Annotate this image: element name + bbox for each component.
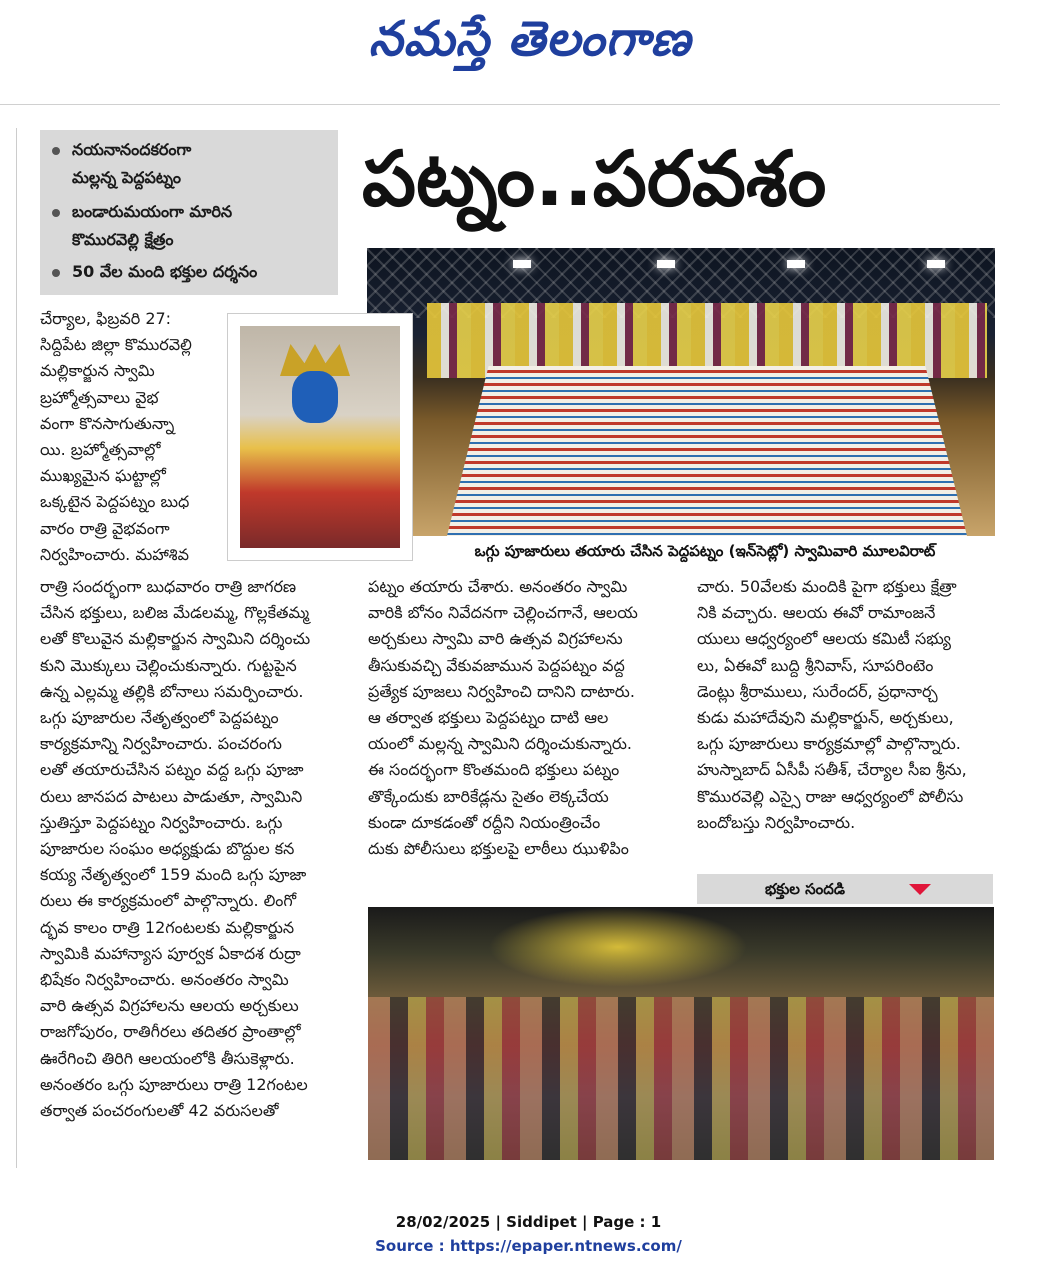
article-line: ముఖ్యమైన ఘట్టాల్లో	[40, 466, 166, 486]
article-line: కొమురవెల్లి ఎస్సై రాజు ఆధ్వర్యంలో పోలీసు	[697, 786, 964, 806]
footer-date-page: 28/02/2025 | Siddipet | Page : 1	[395, 1213, 662, 1231]
article-line: యి. బ్రహ్మోత్సవాల్లో	[40, 440, 161, 460]
article-line: యంలో మల్లన్న స్వామిని దర్శించుకున్నారు.	[368, 734, 632, 754]
article-line: రులు జానపద పాటలు పాడుతూ, స్వామిని	[40, 786, 303, 806]
article-line: కుండా దూకడంతో రద్దీని నియంత్రించేం	[368, 812, 601, 832]
article-line: నికి వచ్చారు. ఆలయ ఈవో రామాంజనే	[697, 603, 936, 623]
article-line: డెంట్లు శ్రీరాములు, సురేందర్, ప్రధానార్చ	[697, 681, 938, 701]
article-line: పూజారుల సంఘం అధ్యక్షుడు బొద్దుల కన	[40, 839, 295, 859]
newspaper-logo: నమస్తే తెలంగాణ	[368, 11, 692, 67]
bullet-icon	[52, 209, 60, 217]
article-line: లతో కొలువైన మల్లికార్జున స్వామిని దర్శించు	[40, 629, 311, 649]
column-rule	[16, 128, 17, 1168]
article-line: యులు ఆధ్వర్యంలో ఆలయ కమిటీ సభ్యు	[697, 629, 951, 649]
article-line: ఒగ్గు పూజారుల నేతృత్వంలో పెద్దపట్నం	[40, 708, 279, 728]
article-line: భిషేకం నిర్వహించారు. అనంతరం స్వామి	[40, 970, 289, 990]
article-line: తర్వాత పంచరంగులతో 42 వరుసలతో	[40, 1101, 279, 1121]
article-line: తీసుకువచ్చి వేకువజామున పెద్దపట్నం వద్ద	[368, 655, 625, 675]
bullet-icon	[52, 269, 60, 277]
article-line: ఈ సందర్భంగా కొంతమంది భక్తులు పట్నం	[368, 760, 620, 780]
article-line: ఉన్న ఎల్లమ్మ తల్లికి బోనాలు సమర్పించారు.	[40, 681, 304, 701]
article-line: రాజగోపురం, రాతిగీరలు తదితర ప్రాంతాల్లో	[40, 1022, 301, 1042]
article-line: రులు ఈ కార్యక్రమంలో పాల్గొన్నారు. లింగో	[40, 891, 297, 911]
article-column-1-top	[40, 306, 212, 568]
footer-source: Source : https://epaper.ntnews.com/	[375, 1237, 682, 1255]
article-column-3	[697, 574, 997, 836]
highlight-item: నయనానందకరంగా మల్లన్న పెద్దపట్నం	[52, 136, 191, 192]
article-line: వారం రాత్రి వైభవంగా	[40, 518, 170, 538]
article-line: వంగా కొనసాగుతున్నా	[40, 413, 175, 433]
article-line: ఒగ్గు పూజారులు కార్యక్రమాల్లో పాల్గొన్నారు.	[697, 734, 961, 754]
article-line: నిర్వహించారు. మహాశివ	[40, 544, 189, 564]
article-line: చేర్యాల, ఫిబ్రవరి 27:	[40, 309, 172, 328]
article-line: హుస్నాబాద్ ఏసీపీ సతీశ్, చేర్యాల సీఐ శ్రీను,	[697, 760, 967, 780]
article-line: రాత్రి సందర్భంగా బుధవారం రాత్రి జాగరణ	[40, 577, 297, 596]
article-line: దుకు పోలీసులు భక్తులపై లాఠీలు ఝుళిపిం	[368, 839, 629, 859]
article-line: ద్భవ కాలం రాత్రి 12గంటలకు మల్లికార్జున	[40, 917, 295, 937]
article-line: ఊరేగించి తిరిగి ఆలయంలోకి తీసుకెళ్లారు.	[40, 1048, 295, 1068]
article-line: లతో తయారుచేసిన పట్నం వద్ద ఒగ్గు పూజా	[40, 760, 304, 780]
article-line: కయ్య నేతృత్వంలో 159 మంది ఒగ్గు పూజా	[40, 865, 307, 885]
article-line: అనంతరం ఒగ్గు పూజారులు రాత్రి 12గంటల	[40, 1074, 308, 1094]
headline: పట్నం..పరవశం	[362, 134, 827, 223]
article-line: స్తుతిస్తూ పెద్దపట్నం నిర్వహించారు. ఒగ్గు	[40, 812, 283, 832]
article-line: మల్లికార్జున స్వామి	[40, 361, 155, 381]
article-line: చారు. 50వేలకు మందికి పైగా భక్తులు క్షేత్రా	[697, 577, 957, 596]
article-line: ప్రత్యేక పూజలు నిర్వహించి దానిని దాటారు.	[368, 681, 635, 701]
pedda-patnam-photo	[367, 248, 995, 536]
article-line: బందోబస్తు నిర్వహించారు.	[697, 812, 856, 832]
triangle-down-icon	[909, 884, 931, 895]
crowd-photo-label: భక్తుల సందడి	[697, 874, 993, 904]
article-line: స్వామికి మహాన్యాస పూర్వక ఏకాదశ రుద్రా	[40, 943, 301, 963]
bullet-icon	[52, 147, 60, 155]
article-line: అర్చకులు స్వామి వారి ఉత్సవ విగ్రహాలను	[368, 629, 623, 649]
article-line: కుడు మహాదేవుని మల్లికార్జున్, అర్చకులు,	[697, 708, 954, 728]
article-line: వారి ఉత్సవ విగ్రహాలను ఆలయ అర్చకులు	[40, 996, 299, 1016]
article-column-2	[368, 574, 668, 862]
article-line: ఆ తర్వాత భక్తులు పెద్దపట్నం దాటి ఆల	[368, 708, 609, 728]
article-line: వారికి బోనం నివేదనగా చెల్లించగానే, ఆలయ	[368, 603, 638, 623]
photo-caption: ఒగ్గు పూజారులు తయారు చేసిన పెద్దపట్నం (ఇన్‌సెట్లో) స్వామివారి మూలవిరాట్	[474, 542, 936, 560]
devotees-crowd-photo	[368, 907, 994, 1160]
article-line: చేసిన భక్తులు, బలిజ మేడలమ్మ, గొల్లకేతమ్మ	[40, 603, 310, 623]
article-line: పట్నం తయారు చేశారు. అనంతరం స్వామి	[368, 577, 628, 596]
article-line: లు, ఏఈవో బుద్ది శ్రీనివాస్, సూపరింటెం	[697, 655, 934, 675]
highlight-item: 50 వేల మంది భక్తుల దర్శనం	[52, 258, 257, 286]
deity-inset-photo	[227, 313, 413, 561]
article-line: బ్రహ్మోత్సవాలు వైభ	[40, 387, 159, 407]
article-line: సిద్దిపేట జిల్లా కొమురవెల్లి	[40, 335, 192, 355]
highlights-box	[40, 130, 338, 295]
article-line: కుని మొక్కులు చెల్లించుకున్నారు. గుట్టపైన	[40, 655, 297, 675]
article-line: కార్యక్రమాన్ని నిర్వహించారు. పంచరంగు	[40, 734, 282, 754]
article-line: ఒక్కటైన పెద్దపట్నం బుధ	[40, 492, 190, 512]
highlight-item: బండారుమయంగా మారిన కొమురవెల్లి క్షేత్రం	[52, 198, 232, 254]
masthead-divider	[0, 104, 1000, 105]
article-column-1	[40, 574, 340, 1124]
article-line: తొక్కేందుకు బారికేడ్లను సైతం లెక్కచేయ	[368, 786, 609, 806]
masthead	[0, 0, 1057, 80]
